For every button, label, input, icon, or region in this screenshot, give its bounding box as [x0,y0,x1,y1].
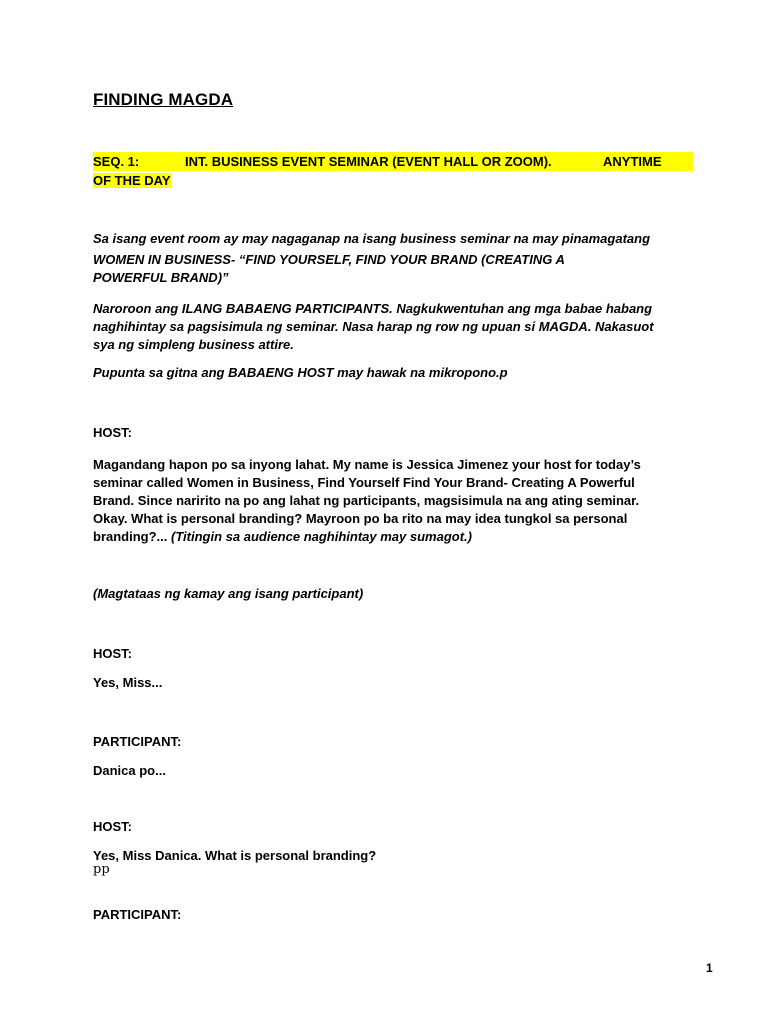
speaker-host: HOST: [93,819,132,834]
speaker-host: HOST: [93,646,132,661]
scene-seq: SEQ. 1: [93,152,185,171]
scene-description-1: Sa isang event room ay may nagaganap na isang business seminar na may pinamagatang [93,231,651,246]
speaker-participant: PARTICIPANT: [93,734,182,749]
seminar-title: WOMEN IN BUSINESS- “FIND YOURSELF, FIND YOUR BRAND (CREATING A POWERFUL BRAND)” [93,252,565,285]
dialog-host-2: Yes, Miss... [93,675,163,690]
dialog-participant-1: Danica po... [93,763,166,778]
dialog-host-1-text: Magandang hapon po sa inyong lahat. My name is Jessica Jimenez your host for today’s seminar called Women in Business, Find Yourself Find Your Brand- Creating A Powerful Brand. Since naririto na po ang lahat ng participants, magsisimula na ang ating seminar. Okay. What is personal branding? Mayroon po ba rito na may idea tungkol sa personal branding?... [93,457,641,544]
stray-text: pp [93,862,110,877]
action-line: (Magtataas ng kamay ang isang participant) [93,586,364,601]
speaker-host: HOST: [93,425,132,440]
dialog-host-1-action: (Titingin sa audience naghihintay may sumagot.) [171,529,472,544]
scene-time-continued: OF THE DAY [93,173,171,188]
scene-location: INT. BUSINESS EVENT SEMINAR (EVENT HALL OR ZOOM). [185,152,603,171]
page-number: 1 [706,961,713,975]
dialog-host-1 [93,456,663,546]
scene-time: ANYTIME [603,152,693,171]
document-title: FINDING MAGDA [93,90,234,109]
scene-description-2: Naroroon ang ILANG BABAENG PARTICIPANTS. Nagkukwentuhan ang mga babae habang naghihintay sa pagsisimula ng seminar. Nasa harap ng row ng upuan si MAGDA. Nakasuot sya ng simpleng business attire. [93,301,654,352]
dialog-host-3: Yes, Miss Danica. What is personal branding? [93,848,377,863]
speaker-participant: PARTICIPANT: [93,907,182,922]
scene-heading [93,152,693,190]
scene-description-3: Pupunta sa gitna ang BABAENG HOST may hawak na mikropono.p [93,365,508,380]
